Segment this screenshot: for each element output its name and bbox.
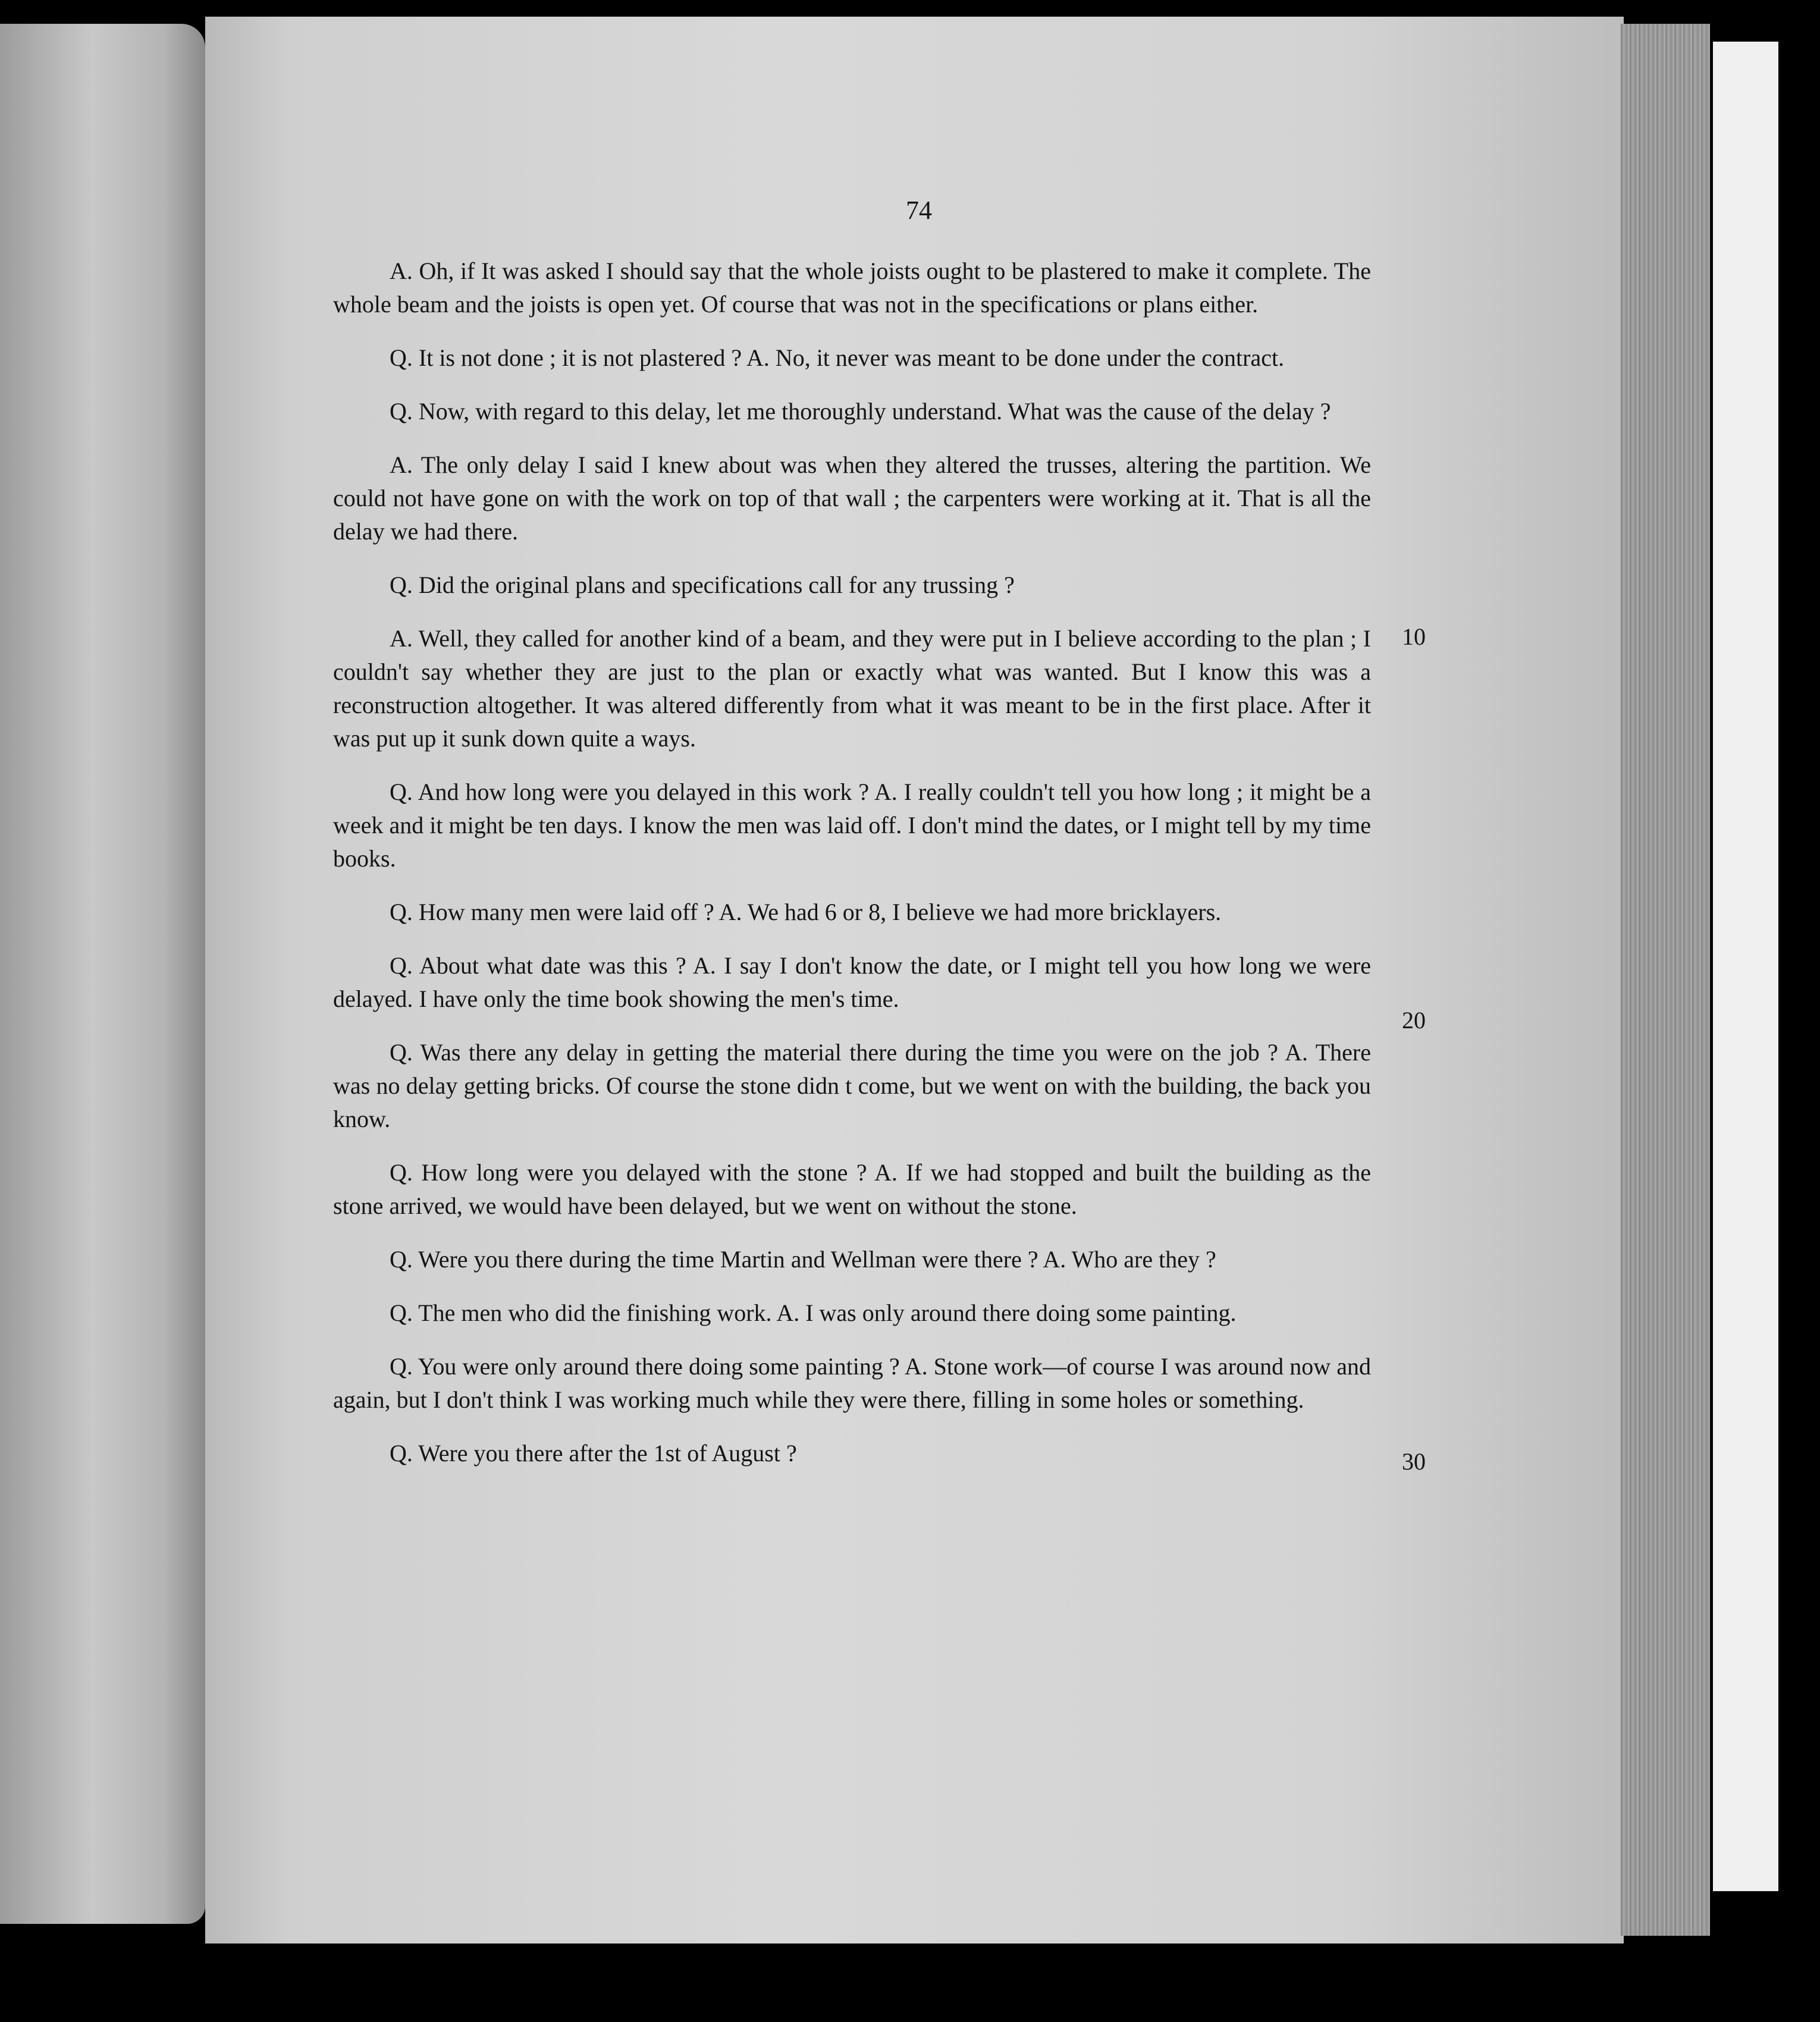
facing-page (0, 24, 205, 1924)
paragraph-2: Q. It is not done ; it is not plastered ? A. No, it never was meant to be done under the contract. (390, 344, 1285, 371)
paragraph-8: Q. How many men were laid off ? A. We had 6 or 8, I believe we had more bricklayers. (390, 899, 1222, 925)
paragraph-9: Q. About what date was this ? A. I say I don't know the date, or I might tell you how long we were delayed. I have only the time book showing the men's time. (333, 952, 1371, 1012)
paragraph-4: A. The only delay I said I knew about was when they altered the trusses, altering the partition. We could not have gone on with the work on top of that wall ; the carpenters were working at it. That is all the delay we had there. (333, 451, 1371, 545)
line-number-30: 30 (1402, 1448, 1426, 1475)
back-cover-edge (1713, 42, 1778, 1891)
transcript-body (333, 255, 1371, 1490)
line-number-20: 20 (1402, 1007, 1426, 1034)
document-page (205, 17, 1624, 1943)
paragraph-6: A. Well, they called for another kind of a beam, and they were put in I believe according to the plan ; I couldn't say whether they are just to the plan or exactly what was wanted. But I know this was a reconstruction altogether. It was altered differently from what it was meant to be in the first place. After it was put up it sunk down quite a ways. (333, 625, 1371, 752)
paragraph-1: A. Oh, if It was asked I should say that the whole joists ought to be plastered to make it complete. The whole beam and the joists is open yet. Of course that was not in the specifications or plans either. (333, 258, 1371, 318)
paragraph-14: Q. You were only around there doing some painting ? A. Stone work—of course I was around now and again, but I don't think I was working much while they were there, filling in some holes or something. (333, 1353, 1371, 1413)
line-number-10: 10 (1402, 623, 1426, 650)
page-edges (1621, 24, 1710, 1936)
page-number: 74 (906, 196, 932, 225)
paragraph-11: Q. How long were you delayed with the stone ? A. If we had stopped and built the building as the stone arrived, we would have been delayed, but we went on without the stone. (333, 1159, 1371, 1219)
paragraph-15: Q. Were you there after the 1st of August ? (390, 1440, 797, 1467)
paragraph-7: Q. And how long were you delayed in this work ? A. I really couldn't tell you how long ; it might be a week and it might be ten days. I know the men was laid off. I don't mind the dates, or I might tell by my time books. (333, 778, 1371, 872)
paragraph-13: Q. The men who did the finishing work. A. I was only around there doing some painting. (390, 1299, 1237, 1326)
paragraph-10: Q. Was there any delay in getting the material there during the time you were on the job ? A. There was no delay getting bricks. Of course the stone didn t come, but we went on with the building, the back you know. (333, 1039, 1371, 1132)
paragraph-12: Q. Were you there during the time Martin and Wellman were there ? A. Who are they ? (390, 1246, 1216, 1273)
paragraph-3: Q. Now, with regard to this delay, let me thoroughly understand. What was the cause of the delay ? (390, 398, 1331, 425)
paragraph-5: Q. Did the original plans and specifications call for any trussing ? (390, 572, 1015, 598)
